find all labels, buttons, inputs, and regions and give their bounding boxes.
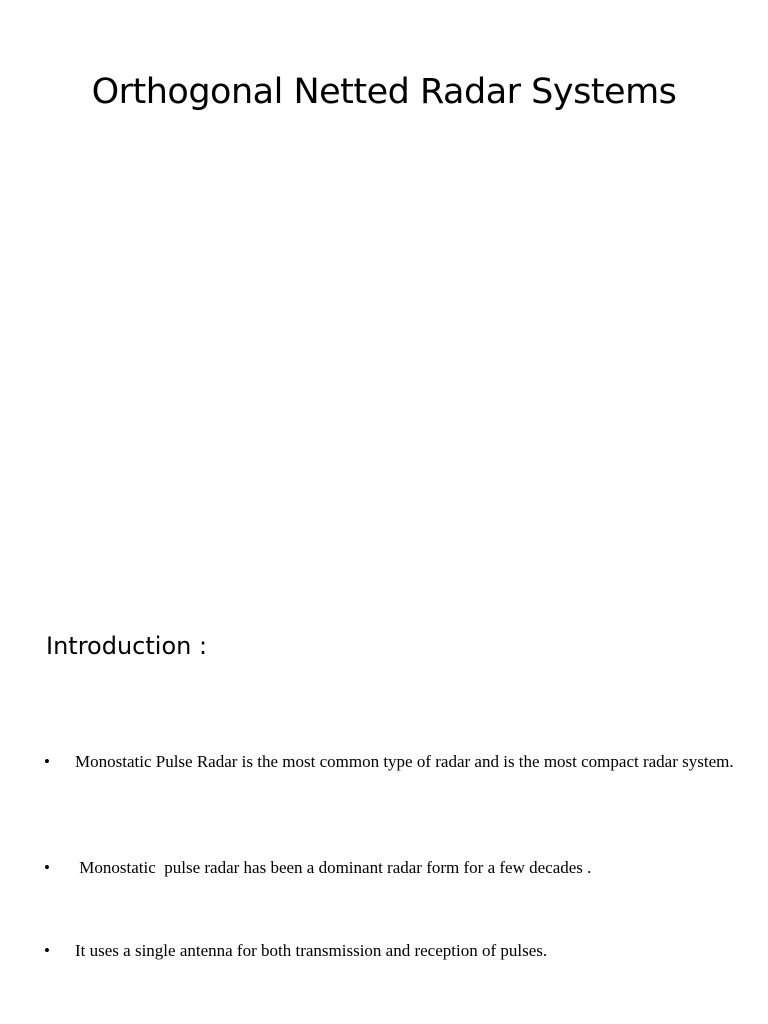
bullet-item xyxy=(44,857,734,879)
bullet-text: Monostatic Pulse Radar is the most common type of radar and is the most compact radar system. xyxy=(75,752,734,771)
page-title: Orthogonal Netted Radar Systems xyxy=(91,72,677,112)
bullet-text: It uses a single antenna for both transmission and reception of pulses. xyxy=(75,941,548,960)
section-heading-introduction: Introduction : xyxy=(46,632,208,660)
bullet-text: Monostatic pulse radar has been a dominant radar form for a few decades . xyxy=(75,858,592,877)
bullet-icon: • xyxy=(44,752,50,771)
bullet-item xyxy=(44,751,734,773)
bullet-icon: • xyxy=(44,941,50,960)
bullet-item xyxy=(44,940,734,962)
bullet-icon: • xyxy=(44,858,50,877)
